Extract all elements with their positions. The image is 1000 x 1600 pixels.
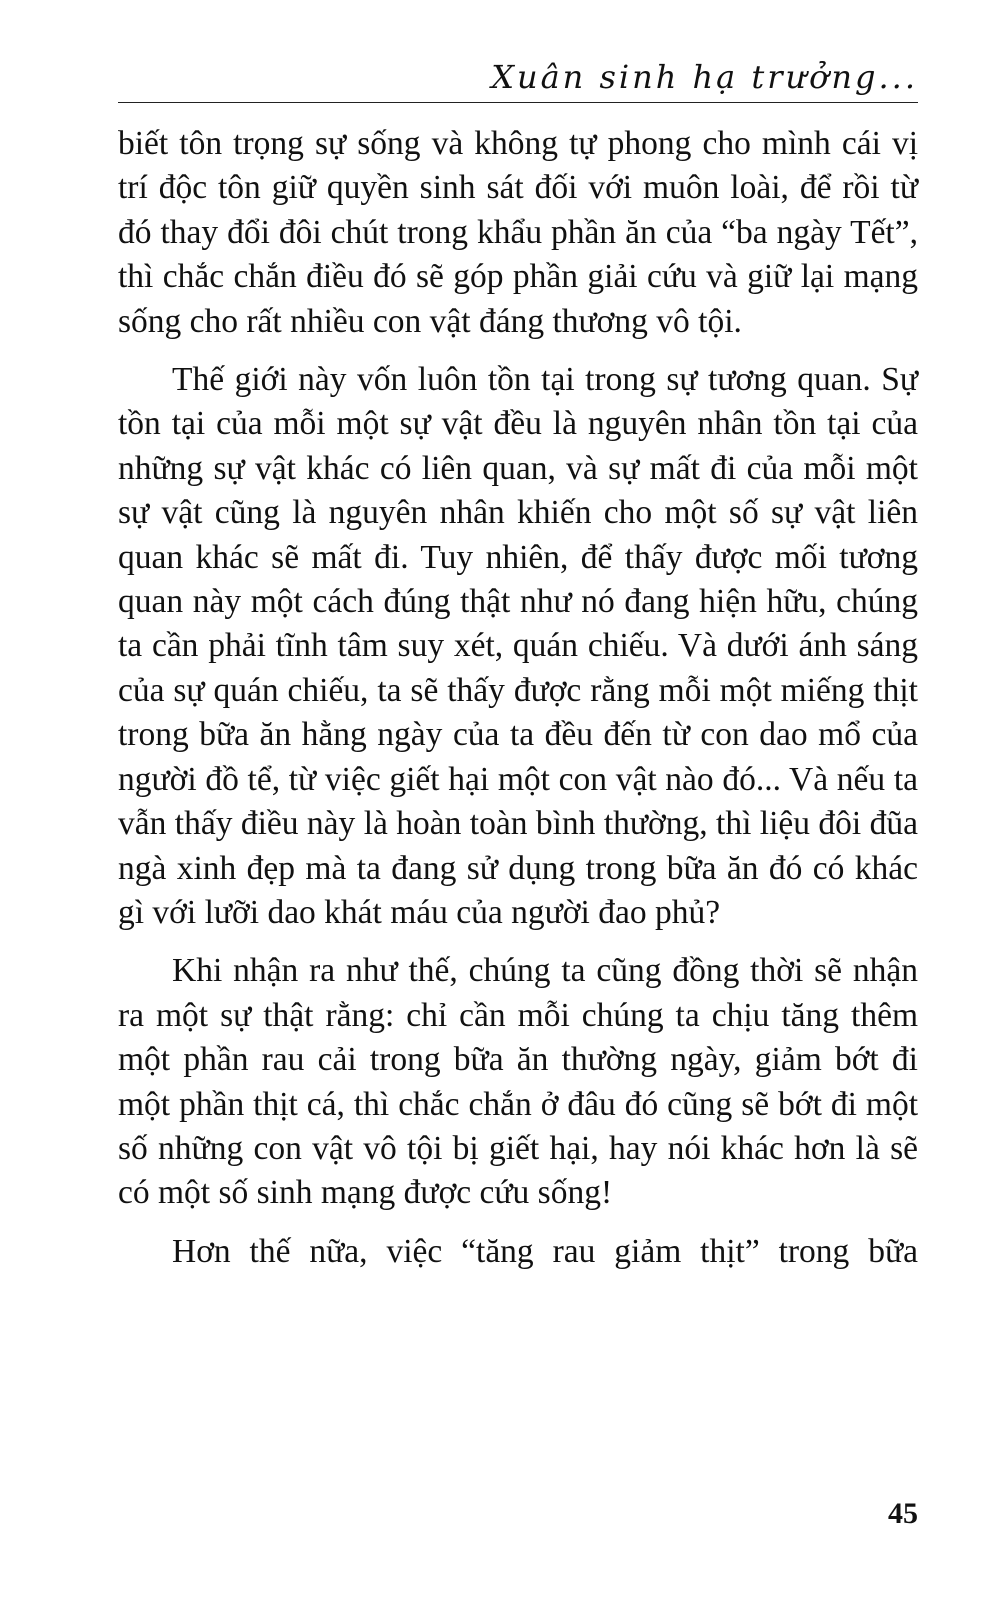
body-text <box>118 122 918 1288</box>
paragraph: Thế giới này vốn luôn tồn tại trong sự tương quan. Sự tồn tại của mỗi một sự vật đều là nguyên nhân tồn tại của những sự vật khác có liên quan, và sự mất đi của mỗi một sự vật cũng là nguyên nhân khiến cho một số sự vật liên quan khác sẽ mất đi. Tuy nhiên, để thấy được mối tương quan này một cách đúng thật như nó đang hiện hữu, chúng ta cần phải tĩnh tâm suy xét, quán chiếu. Và dưới ánh sáng của sự quán chiếu, ta sẽ thấy được rằng mỗi một miếng thịt trong bữa ăn hằng ngày của ta đều đến từ con dao mổ của người đồ tể, từ việc giết hại một con vật nào đó... Và nếu ta vẫn thấy điều này là hoàn toàn bình thường, thì liệu đôi đũa ngà xinh đẹp mà ta đang sử dụng trong bữa ăn đó có khác gì với lưỡi dao khát máu của người đao phủ? <box>118 361 918 931</box>
paragraph-continued: biết tôn trọng sự sống và không tự phong cho mình cái vị trí độc tôn giữ quyền sinh sát đối với muôn loài, để rồi từ đó thay đổi đôi chút trong khẩu phần ăn của “ba ngày Tết”, thì chắc chắn điều đó sẽ góp phần giải cứu và giữ lại mạng sống cho rất nhiều con vật đáng thương vô tội. <box>118 125 918 340</box>
paragraph-continues-next-page: Hơn thế nữa, việc “tăng rau giảm thịt” trong bữa <box>172 1232 918 1270</box>
running-header <box>118 52 918 103</box>
running-header-title: Xuân sinh hạ trưởng... <box>491 58 918 96</box>
page-number: 45 <box>888 1497 918 1530</box>
paragraph: Khi nhận ra như thế, chúng ta cũng đồng thời sẽ nhận ra một sự thật rằng: chỉ cần mỗi chúng ta chịu tăng thêm một phần rau cải trong bữa ăn thường ngày, giảm bớt đi một phần thịt cá, thì chắc chắn ở đâu đó cũng sẽ bớt đi một số những con vật vô tội bị giết hại, hay nói khác hơn là sẽ có một số sinh mạng được cứu sống! <box>118 952 918 1212</box>
